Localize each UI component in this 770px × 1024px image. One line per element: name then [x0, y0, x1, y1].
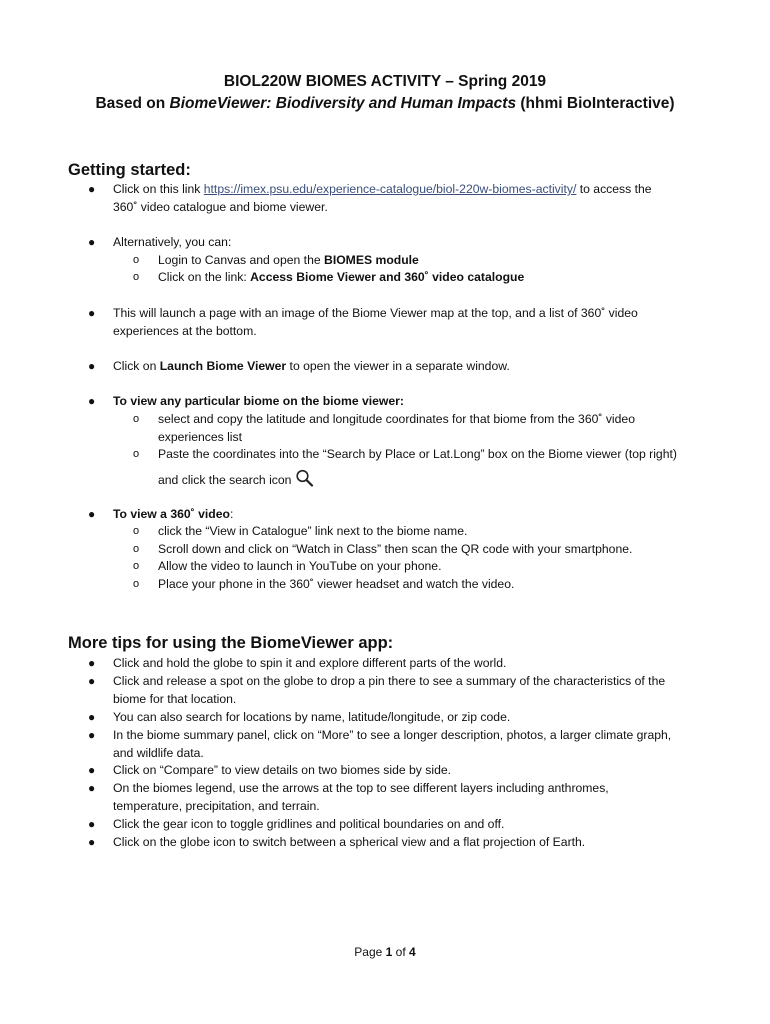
bullet-icon: ●	[88, 835, 96, 849]
bullet-icon: ●	[88, 710, 96, 724]
list-item	[88, 762, 708, 780]
bullet-icon: ●	[88, 507, 96, 521]
list-item	[88, 234, 708, 252]
circle-bullet-icon: o	[133, 560, 140, 572]
total-pages: 4	[409, 945, 416, 959]
bullet-icon: ●	[88, 306, 96, 320]
bullet-icon: ●	[88, 182, 96, 196]
sub-text: select and copy the latitude and longitude coordinates for that biome from the 360˚ video	[158, 412, 635, 426]
bullet-text: 360˚ video catalogue and biome viewer.	[113, 199, 328, 214]
bullet-text: Click the gear icon to toggle gridlines and political boundaries on and off.	[113, 817, 505, 831]
bullet-text: In the biome summary panel, click on “More” to see a longer description, photos, a larger climate graph,	[113, 728, 672, 742]
document-title	[0, 72, 770, 92]
bullet-heading: To view any particular biome on the biome viewer:	[113, 394, 404, 408]
list-item	[88, 506, 708, 524]
bullet-text: Click and hold the globe to spin it and explore different parts of the world.	[113, 656, 507, 670]
list-item	[88, 780, 708, 815]
bullet-text: Alternatively, you can:	[113, 235, 232, 249]
sub-text: Scroll down and click on “Watch in Class” then scan the QR code with your smartphone.	[158, 542, 633, 556]
bullet-text: Click and release a spot on the globe to drop a pin there to see a summary of the characteristics of the	[113, 674, 666, 688]
subtitle-suffix: (hhmi BioInteractive)	[516, 95, 675, 112]
subtitle-prefix: Based on	[95, 95, 170, 112]
bullet-text: experiences at the bottom.	[113, 323, 257, 338]
list-item	[88, 393, 708, 411]
list-item	[88, 816, 708, 834]
document-subtitle	[0, 94, 770, 114]
sub-list-item	[133, 523, 708, 541]
sub-text: Click on the link:	[158, 270, 251, 284]
bullet-text: to open the viewer in a separate window.	[286, 359, 510, 373]
circle-bullet-icon: o	[133, 543, 140, 555]
list-item	[88, 727, 708, 762]
bullet-text: On the biomes legend, use the arrows at the top to see different layers including anthromes,	[113, 781, 609, 795]
bullet-text: Click on this link	[113, 182, 204, 196]
circle-bullet-icon: o	[133, 578, 140, 590]
subtitle-italic: BiomeViewer: Biodiversity and Human Impacts	[169, 95, 517, 112]
bullet-text: Click on	[113, 359, 160, 373]
title-line-1: BIOL220W BIOMES ACTIVITY – Spring 2019	[223, 73, 547, 90]
bullet-text: to access the	[576, 182, 652, 196]
list-item	[88, 305, 708, 340]
access-viewer-label: Access Biome Viewer and 360˚ video catalogue	[250, 270, 525, 284]
launch-viewer-label: Launch Biome Viewer	[159, 359, 287, 373]
bullet-icon: ●	[88, 674, 96, 688]
bullet-icon: ●	[88, 817, 96, 831]
bullet-text: This will launch a page with an image of the Biome Viewer map at the top, and a list of 360˚ video	[113, 306, 638, 320]
getting-started-heading: Getting started:	[68, 161, 191, 179]
bullet-text: You can also search for locations by name, latitude/longitude, or zip code.	[113, 710, 511, 724]
sub-list-item	[133, 558, 708, 576]
sub-list-item	[133, 576, 708, 594]
page-label: of	[392, 945, 410, 959]
sub-list-item	[133, 446, 708, 492]
bullet-text: Click on “Compare” to view details on two biomes side by side.	[113, 763, 452, 777]
bullet-icon: ●	[88, 763, 96, 777]
list-item	[88, 673, 708, 708]
list-item	[88, 834, 708, 852]
sub-text: experiences list	[158, 429, 242, 444]
sub-list-item	[133, 252, 708, 270]
page-number	[0, 944, 770, 960]
circle-bullet-icon: o	[133, 413, 140, 425]
circle-bullet-icon: o	[133, 254, 140, 266]
bullet-icon: ●	[88, 728, 96, 742]
list-item	[88, 181, 708, 216]
bullet-icon: ●	[88, 359, 96, 373]
sub-list-item	[133, 541, 708, 559]
sub-list-item	[133, 411, 708, 446]
sub-text: click the “View in Catalogue” link next to the biome name.	[158, 524, 468, 538]
bullet-text: :	[229, 507, 234, 521]
circle-bullet-icon: o	[133, 271, 140, 283]
biomes-module-label: BIOMES module	[324, 253, 419, 267]
sub-text: and click the search icon	[158, 472, 292, 487]
list-item	[88, 709, 708, 727]
bullet-text: biome for that location.	[113, 691, 237, 706]
circle-bullet-icon: o	[133, 525, 140, 537]
sub-text: Allow the video to launch in YouTube on your phone.	[158, 559, 442, 573]
bullet-text: temperature, precipitation, and terrain.	[113, 798, 320, 813]
sub-text: Login to Canvas and open the	[158, 253, 325, 267]
bullet-icon: ●	[88, 656, 96, 670]
bullet-icon: ●	[88, 781, 96, 795]
circle-bullet-icon: o	[133, 448, 140, 460]
bullet-heading: To view a 360˚ video	[113, 507, 230, 521]
tips-heading: More tips for using the BiomeViewer app:	[68, 634, 394, 652]
bullet-icon: ●	[88, 235, 96, 249]
page-label: Page	[354, 945, 386, 959]
bullet-text: Click on the globe icon to switch between a spherical view and a flat projection of Earth.	[113, 835, 586, 849]
search-icon	[295, 469, 315, 493]
current-page: 1	[385, 945, 393, 959]
sub-text: Place your phone in the 360˚ viewer headset and watch the video.	[158, 577, 515, 591]
sub-text: Paste the coordinates into the “Search by Place or Lat.Long” box on the Biome viewer (top right)	[158, 447, 677, 461]
bullet-text: and wildlife data.	[113, 745, 204, 760]
sub-list-item	[133, 269, 708, 287]
catalogue-link[interactable]: https://imex.psu.edu/experience-catalogue/biol-220w-biomes-activity/	[203, 182, 577, 196]
bullet-icon: ●	[88, 394, 96, 408]
list-item	[88, 655, 708, 673]
list-item	[88, 358, 708, 376]
